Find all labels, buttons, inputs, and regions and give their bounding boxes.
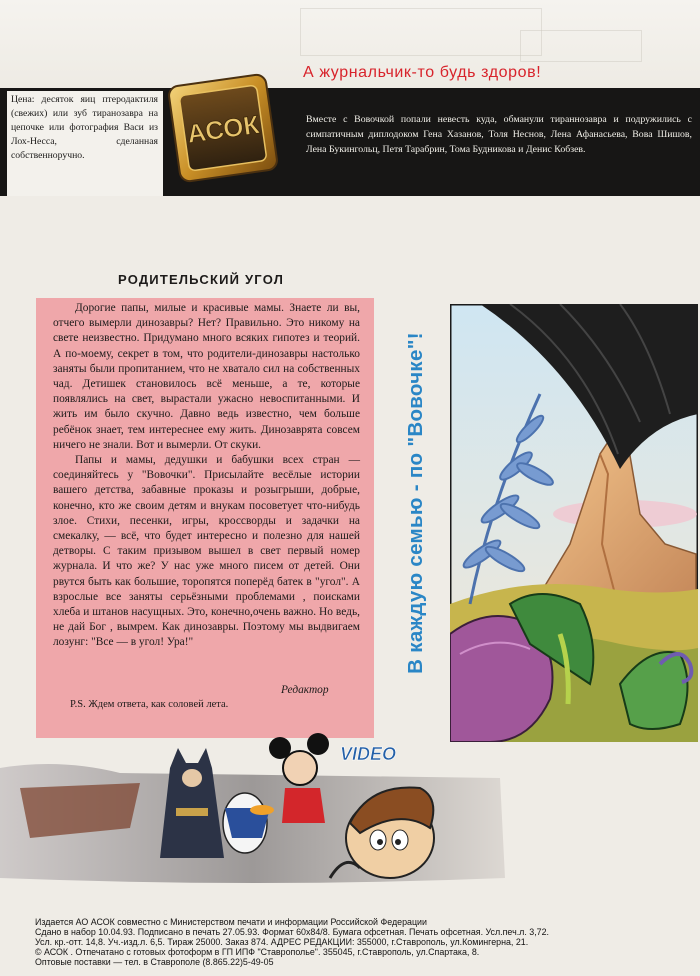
band-description: Вместе с Вовочкой попали невесть куда, обманули тираннозавра и подружились с симпатичным диплодоком Гена Хазанов, Толя Неснов, Лена Афанасьева, Вова Шишов, Лена Букингольц, Петя Тарабрин, Тома Будникова и Денис Кобзев. — [306, 114, 692, 155]
top-slogan: А журнальчик-то будь здоров! — [303, 64, 542, 81]
editorial-paragraph-2: Папы и мамы, дедушки и бабушки всех стран — соединяйтесь у "Вовочки". Присылайте весёлые истории вашего детства, забавные проказы и розыгрыши, добрые, конечно, кто же своим детям и внукам посоветует что-нибудь злое. Стихи, песенки, игры, кроссворды и задачки на смекалку, — всё, что будет интересно и полезно для нашей детворы. С таким призывом вышел в свет первый номер журнала. И что же? У нас уже много писем от детей. Они рвутся быть как большие, торопятся поперёд батек в "угол". А взрослые все заняты серьёзными проблемами , поисками хлеба и штанов насущных. Это, конечно,очень важно. Но ведь, не дай Бог , вымрем. Как динозавры. Поэтому мы выдвигаем лозунг: "Все — в угол! Ура!" — [53, 454, 360, 649]
imprint-line-2: Сдано в набор 10.04.93. Подписано в печать 27.05.93. Формат 60х84/8. Бумага офсетная. Печать офсетная. Усл.печ.л. 3,72. — [35, 927, 550, 937]
price-note: Цена: десяток яиц птеродактиля (свежих) или зуб тиранозавра на цепочке или фотография Васи из Лох-Несса, сделанная собственноручно. — [7, 91, 163, 196]
video-label: VIDEO — [340, 744, 397, 764]
show-through-frame — [300, 8, 542, 56]
show-through-frame — [520, 30, 642, 62]
prehistoric-illustration — [450, 304, 698, 742]
batman-figure — [160, 748, 224, 858]
editorial-paragraph-1: Дорогие папы, милые и красивые мамы. Знаете ли вы, отчего вымерли динозавры? Нет? Правильно. Это никому на свете неизвестно. Придумано много всяких гипотез и теорий. А по-моему, секрет в том, что родители-динозавры настолько заняты были пропитанием, что не хватало сил на собственных чад. Детишек становилось всё меньше, а те, которые появлялись на свет, вырастали ужасно невоспитанными. И жить им было скучно. Давно ведь известно, чем больше ребёнок знает, тем интереснее ему жить. Динозаврята совсем ничего не знали. Вот и вымерли. От скуки. — [53, 302, 360, 451]
imprint-line-3: Усл. кр.-отт. 14,8. Уч.-изд.л. 6,5. Тираж 25000. Заказ 874. АДРЕС РЕДАКЦИИ: 355000, г.Ставрополь, ул.Комингерна, 21. — [35, 937, 529, 947]
editorial-text — [53, 301, 360, 651]
imprint-line-5: Оптовые поставки — тел. в Ставрополе (8.865.22)5-49-05 — [35, 957, 274, 967]
vertical-slogan: В каждую семью - по "Вовочке"! — [404, 332, 427, 674]
vertical-slogan-area — [395, 304, 437, 702]
logo-wordmark: АСОК — [185, 109, 262, 149]
imprint-line-1: Издается АО АСОК совместно с Министерством печати и информации Российской Федерации — [35, 917, 427, 927]
imprint-line-4: © АСОК . Отпечатано с готовых фотоформ в ГП ИПФ "Ставрополье". 355045, г.Ставрополь, ул.Спартака, 8. — [35, 947, 480, 957]
asok-logo — [163, 67, 283, 189]
postscript: P.S. Ждем ответа, как соловей лета. — [70, 699, 229, 710]
cartoon-strip — [0, 728, 512, 890]
editor-signature: Редактор — [281, 684, 329, 696]
section-heading: РОДИТЕЛЬСКИЙ УГОЛ — [118, 272, 285, 287]
imprint-footer — [35, 917, 690, 967]
